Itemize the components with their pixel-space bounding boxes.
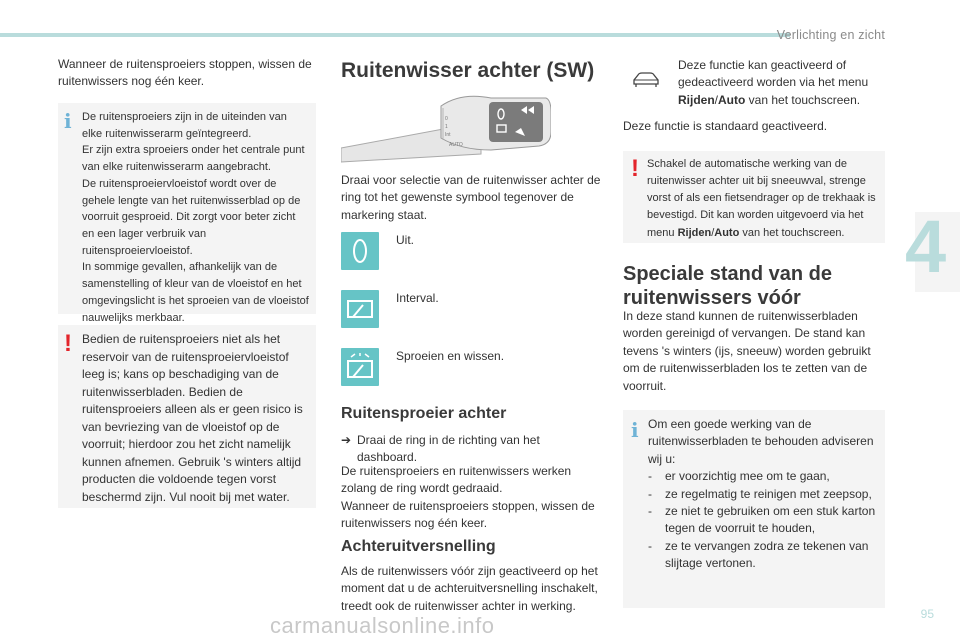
info-icon: i <box>64 109 72 133</box>
rear-washer-bullet <box>341 432 601 467</box>
touchscreen-text: Deze functie kan geactiveerd of gedeactiveerd worden via het menu Rijden/Auto van het touchscreen. <box>678 58 869 107</box>
car-icon <box>631 70 661 90</box>
info-box-text: De ruitensproeiers zijn in de uiteinden van elke ruitenwisserarm geïntegreerd. Er zijn extra sproeiers onder het centrale punt van elke ruitenwisserarm aangebracht. De ruitensproeiervloeistof wordt over de gehele lengte van het ruitenwisserblad op de voorruit gesproeid. Dit zorgt voor beter zicht en een lager verbruik van ruitensproeiervloeistof. In sommige gevallen, afhankelijk van de samenstelling of kleur van de vloeistof en het omgevingslicht is het sproeien van de vloeistof nauwelijks merkbaar. <box>82 111 309 324</box>
wiper-stalk-illustration <box>341 92 551 164</box>
stalk-label-auto: AUTO <box>449 142 463 148</box>
tip-item <box>648 486 879 503</box>
warning-icon: ! <box>631 155 639 182</box>
tip-dash: - <box>648 486 652 501</box>
warning-icon: ! <box>64 330 72 357</box>
info-box <box>58 103 316 324</box>
reverse-gear-text: Als de ruitenwissers vóór zijn geactiveerd op het moment dat u de achteruitversnelling inschakelt, treedt ook de ruitenwisser achter in werking. <box>341 564 598 613</box>
warning-box <box>58 325 316 508</box>
maintenance-tip-content <box>648 416 879 573</box>
wiper-off-icon <box>341 232 379 270</box>
column-2 <box>341 58 601 83</box>
stalk-label-0: 0 <box>445 116 448 122</box>
chapter-number: 4 <box>905 205 947 288</box>
watermark: carmanualsonline.info <box>270 613 495 638</box>
wiper-interval-icon <box>341 290 379 328</box>
tip-text: er voorzichtig mee om te gaan, <box>665 469 830 484</box>
tip-dash: - <box>648 503 652 518</box>
tip-text: ze te vervangen zodra ze tekenen van slijtage vertonen. <box>665 538 869 571</box>
tip-dash: - <box>648 538 652 553</box>
rear-washer-bullet-text: Draai de ring in de richting van het dashboard. <box>357 433 540 465</box>
tip-item <box>648 468 879 485</box>
rear-wiper-instruction: Draai voor selectie van de ruitenwisser achter de ring tot het gewenste symbool tegenover de markering staat. <box>341 173 601 222</box>
front-wiper-text: In deze stand kunnen de ruitenwisserbladen worden gereinigd of vervangen. De stand kan tevens 's winters (ijs, sneeuw) worden gebruikt om de ruitenwisserbladen los te zetten van de voorruit. <box>623 309 871 393</box>
default-activated-text: Deze functie is standaard geactiveerd. <box>623 119 828 133</box>
wiper-wash-icon <box>341 348 379 386</box>
rear-wiper-warning-box <box>623 151 885 243</box>
tip-text: ze regelmatig te reinigen met zeepsop, <box>665 486 872 501</box>
section-title-rear-wiper: Ruitenwisser achter (SW) <box>341 59 595 82</box>
page-header-title: Verlichting en zicht <box>776 28 885 42</box>
rear-washer-text: De ruitensproeiers en ruitenwissers werken zolang de ring wordt gedraaid. Wanneer de ruitensproeiers stoppen, wissen de ruitenwissers nog één keer. <box>341 464 595 531</box>
info-icon: i <box>631 418 639 442</box>
maintenance-tip-box <box>623 410 885 608</box>
warning-box-text: Bedien de ruitensproeiers niet als het reservoir van de ruitensproeiervloeistof leeg is; kans op beschadiging van de ruitenwisserbladen. Bedien de ruitensproeiers alleen als er geen risico is van bevriezing van de vloeistof op de voorruit; hierdoor zou het zicht namelijk kunnen afnemen. Gebruik 's winters altijd producten die voldoende tegen vorst beschermd zijn. Vul nooit bij met water. <box>82 332 303 504</box>
tip-intro: Om een goede werking van de ruitenwisserbladen te behouden adviseren wij u: <box>648 417 874 466</box>
rear-wiper-warning-text: Schakel de automatische werking van de ruitenwisser achter uit bij sneeuwval, strenge vorst of als een fietsendrager op de trekhaak is bevestigd. Dit kan worden uitgevoerd via het menu Rijden/Auto van het touchscreen. <box>647 158 876 239</box>
stalk-label-int: Int <box>445 132 451 138</box>
bullet-arrow-icon: ➔ <box>341 433 352 447</box>
column-1 <box>58 56 316 91</box>
page-number: 95 <box>920 607 934 621</box>
section-title-front-wiper: Speciale stand van de ruitenwissers vóór <box>623 263 832 309</box>
option-interval-label: Interval. <box>396 291 439 305</box>
tip-text: ze niet te gebruiken om een stuk karton tegen de voorruit te houden, <box>665 503 876 536</box>
header-rule <box>0 33 790 37</box>
tip-item <box>648 503 879 538</box>
subtitle-reverse-gear: Achteruitversnelling <box>341 538 496 555</box>
option-off-label: Uit. <box>396 233 414 247</box>
intro-text: Wanneer de ruitensproeiers stoppen, wissen de ruitenwissers nog één keer. <box>58 57 312 89</box>
tip-item <box>648 538 879 573</box>
stalk-label-1: 1 <box>445 124 448 130</box>
tip-dash: - <box>648 469 652 484</box>
option-wash-label: Sproeien en wissen. <box>396 349 505 363</box>
subtitle-rear-washer: Ruitensproeier achter <box>341 405 507 422</box>
